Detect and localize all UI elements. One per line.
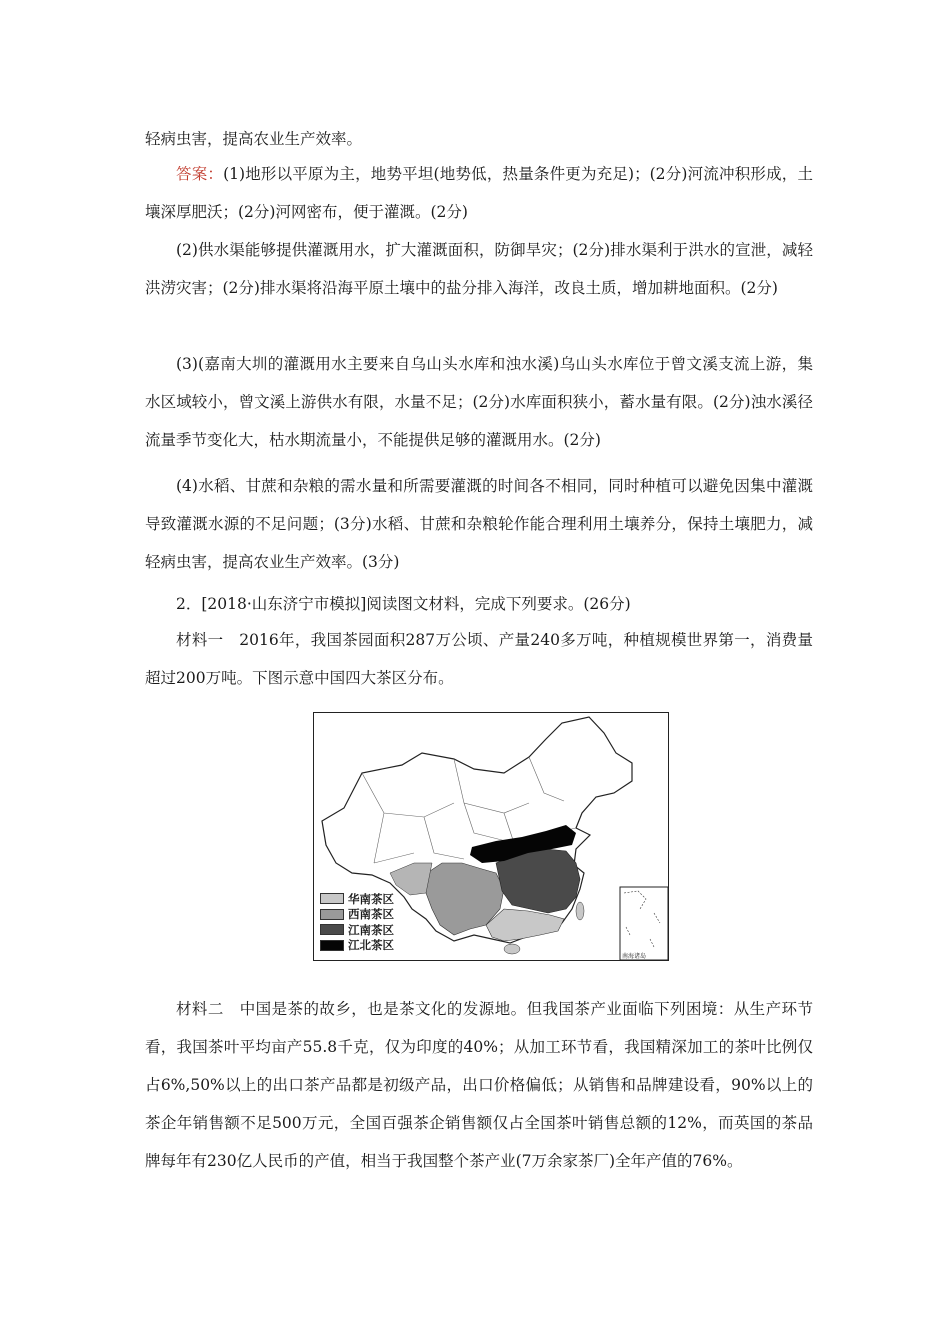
tea-region-map [313, 712, 669, 961]
material-2: 材料二 中国是茶的故乡，也是茶文化的发源地。但我国茶产业面临下列困境：从生产环节看，我国茶叶平均亩产55.8千克，仅为印度的40%；从加工环节看，我国精深加工的茶叶比例仅占6%,50%以上的出口茶产品都是初级产品，出口价格偏低；从销售和品牌建设看，90%以上的茶企年销售额不足500万元，全国百强茶企销售额仅占全国茶叶销售总额的12%，而英国的茶品牌每年有230亿人民币的产值，相当于我国整个茶产业(7万余家茶厂)全年产值的76%。 [145, 1000, 813, 1170]
legend-swatch [320, 924, 344, 935]
legend-label: 西南茶区 [348, 907, 394, 922]
legend-swatch [320, 893, 344, 904]
answer-1-text: (1)地形以平原为主，地势平坦(地势低，热量条件更为充足)；(2分)河流冲积形成，土壤深厚肥沃；(2分)河网密布，便于灌溉。(2分) [145, 165, 813, 221]
legend-label: 华南茶区 [348, 891, 394, 906]
taiwan-island [576, 902, 584, 920]
answer-part-4: (4)水稻、甘蔗和杂粮的需水量和所需要灌溉的时间各不相同，同时种植可以避免因集中灌溉导致灌溉水源的不足问题；(3分)水稻、甘蔗和杂粮轮作能合理利用土壤养分，保持土壤肥力，减轻病虫害，提高农业生产效率。(3分) [145, 477, 813, 571]
map-legend [320, 891, 394, 953]
previous-answer-tail: 轻病虫害，提高农业生产效率。 [145, 130, 363, 148]
answer-label: 答案： [176, 165, 224, 183]
inset-label: 南海诸岛 [622, 953, 647, 960]
answer-part-2: (2)供水渠能够提供灌溉用水，扩大灌溉面积，防御旱灾；(2分)排水渠利于洪水的宣泄，减轻洪涝灾害；(2分)排水渠将沿海平原土壤中的盐分排入海洋，改良土质，增加耕地面积。(2分) [145, 241, 813, 297]
hainan-island [504, 944, 520, 954]
legend-swatch [320, 909, 344, 920]
legend-label: 江南茶区 [348, 922, 394, 937]
legend-item [320, 922, 394, 938]
south-china-sea-inset [620, 887, 668, 960]
answer-part-3: (3)(嘉南大圳的灌溉用水主要来自乌山头水库和浊水溪)乌山头水库位于曾文溪支流上游，集水区域较小，曾文溪上游供水有限，水量不足；(2分)水库面积狭小，蓄水量有限。(2分)浊水溪径流量季节变化大，枯水期流量小，不能提供足够的灌溉用水。(2分) [145, 355, 813, 449]
legend-label: 江北茶区 [348, 938, 394, 953]
answer-part-1 [145, 155, 813, 231]
legend-item [320, 938, 394, 954]
question-2-heading: 2．[2018·山东济宁市模拟]阅读图文材料，完成下列要求。(26分) [176, 595, 631, 613]
legend-item [320, 907, 394, 923]
legend-item [320, 891, 394, 907]
material-1: 材料一 2016年，我国茶园面积287万公顷、产量240多万吨，种植规模世界第一，消费量超过200万吨。下图示意中国四大茶区分布。 [145, 631, 813, 687]
legend-swatch [320, 940, 344, 951]
